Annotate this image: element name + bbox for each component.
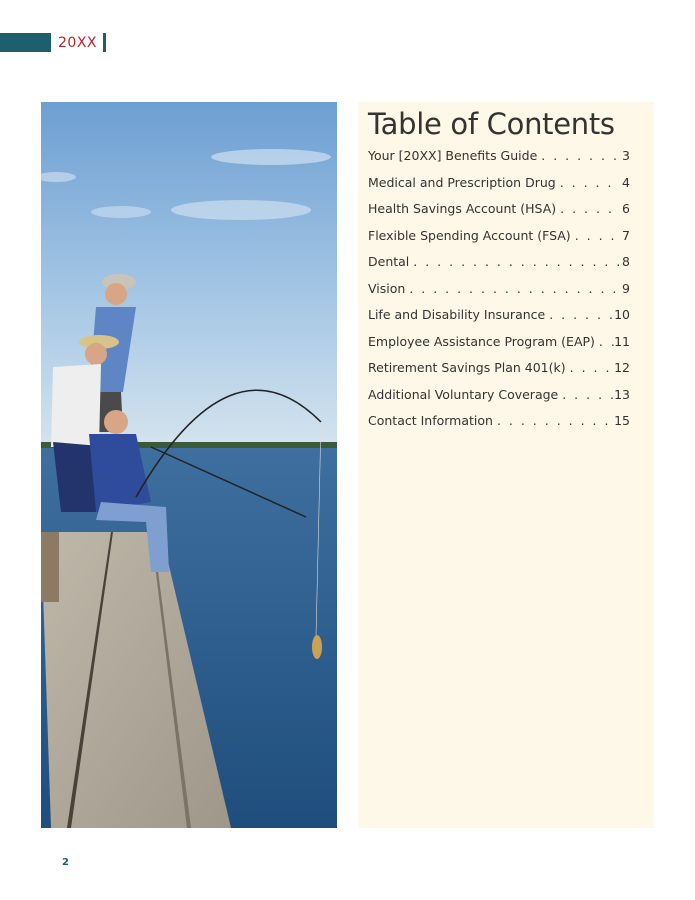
toc-item-label: Health Savings Account (HSA): [368, 201, 557, 216]
toc-item-label: Flexible Spending Account (FSA): [368, 227, 571, 243]
page-number: 2: [62, 857, 69, 868]
toc-item-page: 12: [614, 360, 630, 375]
toc-item-page: 13: [614, 386, 630, 402]
toc-list: [368, 148, 630, 440]
toc-item[interactable]: [368, 148, 630, 175]
table-of-contents-panel: [358, 102, 654, 828]
toc-title: Table of Contents: [368, 107, 615, 141]
toc-item[interactable]: [368, 413, 630, 440]
toc-item[interactable]: [368, 201, 630, 228]
toc-item-page: 15: [614, 413, 630, 428]
toc-item-label: Your [20XX] Benefits Guide: [368, 148, 538, 163]
toc-item[interactable]: [368, 254, 630, 281]
header-divider: [103, 33, 106, 52]
toc-leader-dots: [556, 175, 620, 190]
toc-item-label: Medical and Prescription Drug: [368, 174, 556, 190]
toc-leader-dots: [571, 228, 620, 243]
toc-item-label: Vision: [368, 280, 406, 296]
toc-item[interactable]: [368, 175, 630, 202]
toc-item-label: Additional Voluntary Coverage: [368, 386, 559, 402]
fishing-photo: [41, 102, 337, 828]
toc-item-page: 11: [614, 333, 630, 349]
toc-item-page: 3: [622, 148, 630, 163]
toc-leader-dots: [558, 387, 614, 402]
toc-item[interactable]: [368, 307, 630, 334]
toc-item[interactable]: [368, 334, 630, 361]
toc-leader-dots: [556, 201, 620, 216]
toc-item-label: Retirement Savings Plan 401(k): [368, 360, 566, 375]
toc-item-page: 10: [614, 307, 630, 322]
toc-leader-dots: [595, 334, 614, 349]
fish: [312, 635, 322, 659]
toc-item-label: Life and Disability Insurance: [368, 307, 546, 322]
toc-leader-dots: [409, 254, 620, 269]
toc-item[interactable]: [368, 387, 630, 414]
toc-leader-dots: [545, 307, 614, 322]
toc-leader-dots: [405, 281, 620, 296]
toc-leader-dots: [493, 413, 614, 428]
toc-leader-dots: [566, 360, 614, 375]
toc-item-label: Dental: [368, 254, 410, 269]
toc-item-page: 6: [622, 201, 630, 216]
toc-item-label: Employee Assistance Program (EAP): [368, 333, 595, 349]
header-year: 20XX: [58, 35, 97, 51]
toc-item[interactable]: [368, 360, 630, 387]
toc-item[interactable]: [368, 281, 630, 308]
toc-item-label: Contact Information: [368, 413, 493, 428]
toc-item-page: 7: [622, 227, 630, 243]
toc-item-page: 8: [622, 254, 630, 269]
toc-item-page: 9: [622, 280, 630, 296]
toc-item-page: 4: [622, 174, 630, 190]
toc-leader-dots: [537, 148, 620, 163]
header-accent-bar: [0, 33, 51, 52]
toc-item[interactable]: [368, 228, 630, 255]
